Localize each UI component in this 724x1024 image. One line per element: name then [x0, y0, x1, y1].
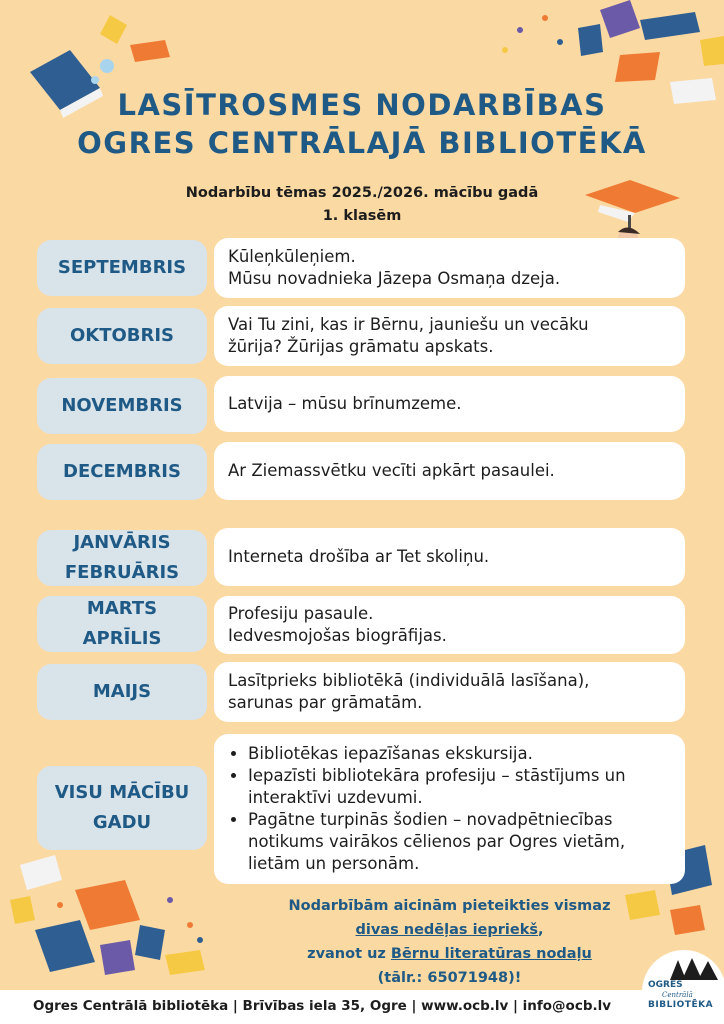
topic-text: Lasītprieks bibliotēkā (individuālā lasīšana), — [228, 671, 590, 690]
subtitle-grade: 1. klasēm — [322, 208, 402, 224]
month-label-text: GADU — [92, 812, 152, 833]
topic-text: sarunas par grāmatām. — [228, 693, 423, 712]
registration-note — [214, 894, 685, 990]
topic-text: Ar Ziemassvētku vecīti apkārt pasaulei. — [228, 461, 555, 480]
footer — [0, 990, 724, 1024]
logo-biblioteka: BIBLIOTĒKA — [648, 1000, 714, 1010]
month-label-text: FEBRUĀRIS — [64, 562, 180, 583]
month-label-march-april — [37, 596, 207, 652]
cta-line: zvanot uz Bērnu literatūras nodaļu — [307, 946, 592, 962]
topic-box-january-february — [214, 528, 685, 586]
topic-box-march-april — [214, 596, 685, 654]
month-label-december — [37, 444, 207, 500]
list-item: • Pagātne turpinās šodien – novadpētniecības notikums vairākos cēlienos par Ogres vietām, lietām un personām. — [248, 809, 685, 875]
month-label-november — [37, 378, 207, 434]
topic-text: Latvija – mūsu brīnumzeme. — [228, 394, 462, 413]
month-label-text: SEPTEMBRIS — [57, 257, 187, 278]
month-label-text: VISU MĀCĪBU — [54, 782, 190, 803]
list-item: • Iepazīsti bibliotekāra profesiju – stāstījums un interaktīvi uzdevumi. — [248, 765, 685, 809]
month-label-text: OKTOBRIS — [69, 325, 175, 346]
footer-contact-text: Ogres Centrālā bibliotēka | Brīvības iela 35, Ogre | www.ocb.lv | info@ocb.lv — [33, 998, 612, 1014]
cta-line: (tālr.: 65071948)! — [377, 970, 522, 986]
page-title-line-1: LASĪTROSMES NODARBĪBAS — [117, 88, 607, 122]
month-label-text: DECEMBRIS — [63, 461, 181, 482]
month-label-october — [37, 308, 207, 364]
topic-text: Kūleņkūleņiem. — [228, 247, 356, 266]
month-label-all-year — [37, 766, 207, 850]
topic-text: žūrija? Žūrijas grāmatu apskats. — [228, 337, 494, 356]
logo-ogres: OGRES — [648, 980, 683, 990]
cta-line: Nodarbībām aicinām pieteikties vismaz — [288, 898, 611, 914]
list-item: • Bibliotēkas iepazīšanas ekskursija. — [248, 743, 685, 765]
topic-box-september — [214, 238, 685, 298]
topic-text: Iedvesmojošas biogrāfijas. — [228, 626, 447, 645]
month-label-text: MARTS — [86, 598, 158, 619]
month-label-september — [37, 240, 207, 296]
month-label-text: APRĪLIS — [82, 628, 162, 649]
library-logo — [642, 950, 724, 1024]
topic-text: Interneta drošība ar Tet skoliņu. — [228, 547, 490, 566]
topic-box-october — [214, 306, 685, 366]
topic-box-december — [214, 442, 685, 500]
logo-centrala: Centrālā — [662, 991, 693, 999]
topic-box-all-year — [214, 734, 685, 884]
month-label-text: NOVEMBRIS — [61, 395, 183, 416]
book-icon-bottom-left — [10, 855, 205, 975]
subtitle-year: Nodarbību tēmas 2025./2026. mācību gadā — [185, 185, 539, 201]
topic-text: Mūsu novadnieka Jāzepa Osmaņa dzeja. — [228, 269, 561, 288]
cta-line: divas nedēļas iepriekš, — [355, 922, 544, 938]
topic-text: Profesiju pasaule. — [228, 604, 374, 623]
month-label-text: MAIJS — [92, 681, 152, 702]
topic-box-november — [214, 376, 685, 432]
all-year-bullet-list — [228, 743, 685, 875]
page-title-line-2: OGRES CENTRĀLAJĀ BIBLIOTĒKĀ — [77, 126, 647, 160]
month-label-text: JANVĀRIS — [73, 532, 171, 553]
topic-box-may — [214, 662, 685, 722]
month-label-january-february — [37, 530, 207, 586]
topic-text: Vai Tu zini, kas ir Bērnu, jauniešu un vecāku — [228, 315, 589, 334]
month-label-may — [37, 664, 207, 720]
